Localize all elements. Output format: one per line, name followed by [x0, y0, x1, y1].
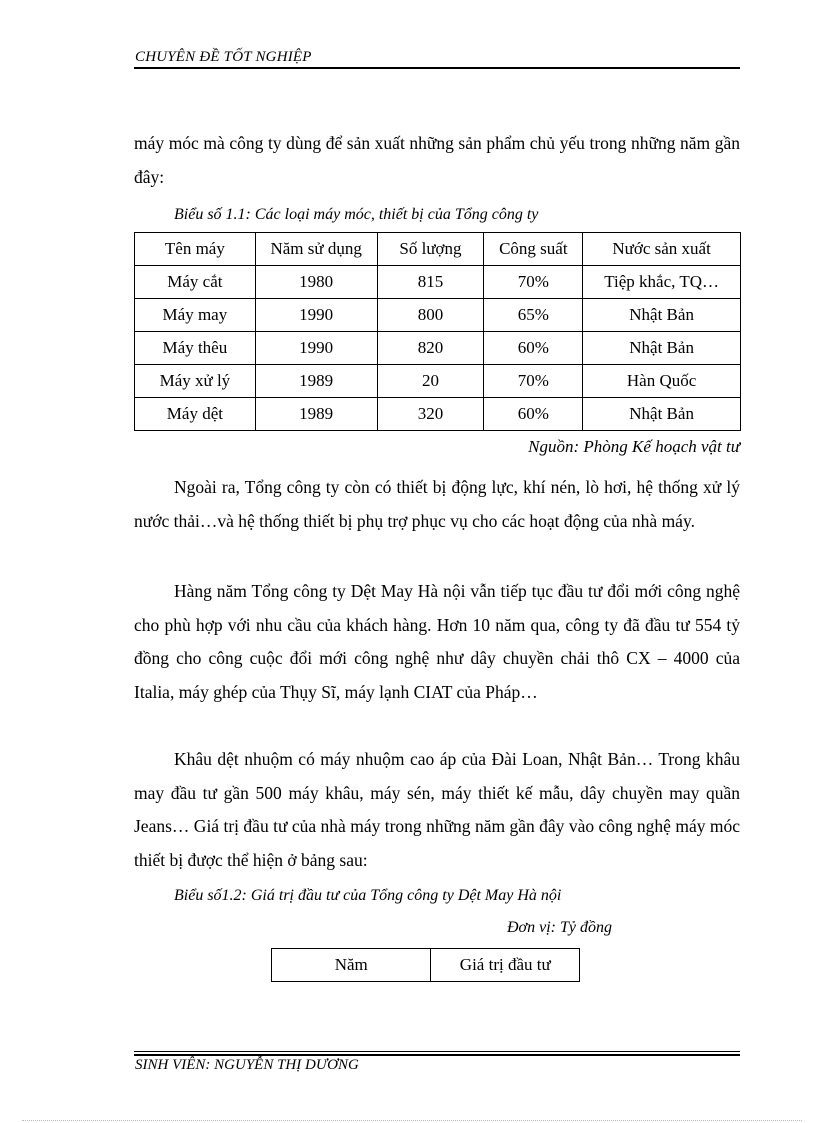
column-header: Năm sử dụng: [255, 233, 377, 266]
running-footer: SINH VIÊN: NGUYỄN THỊ DƯƠNG: [135, 1057, 359, 1073]
table-cell: Nhật Bản: [583, 299, 741, 332]
table-cell: 800: [377, 299, 484, 332]
running-header: CHUYÊN ĐỀ TỐT NGHIỆP: [135, 49, 312, 65]
table-cell: 70%: [484, 365, 583, 398]
column-header: Công suất: [484, 233, 583, 266]
column-header: Số lượng: [377, 233, 484, 266]
table-row: [135, 332, 741, 365]
table2-unit: Đơn vị: Tỷ đồng: [507, 919, 612, 936]
table-cell: 1990: [255, 332, 377, 365]
table-row: [135, 365, 741, 398]
table-cell: 65%: [484, 299, 583, 332]
paragraph-investment: Hàng năm Tổng công ty Dệt May Hà nội vẫn tiếp tục đầu tư đổi mới công nghệ cho phù hợp với nhu cầu của khách hàng. Hơn 10 năm qua, công ty đã đầu tư 554 tỷ đồng cho công cuộc đổi mới công nghệ như dây chuyền chải thô CX – 4000 của Italia, máy ghép của Thụy Sĩ, máy lạnh CIAT của Pháp…: [134, 581, 740, 702]
table-cell: Hàn Quốc: [583, 365, 741, 398]
footer-rule: [134, 1054, 740, 1056]
table-cell: 320: [377, 398, 484, 431]
table-cell: Nhật Bản: [583, 332, 741, 365]
table1-source: Nguồn: Phòng Kế hoạch vật tư: [528, 437, 740, 456]
table-cell: 60%: [484, 332, 583, 365]
table-cell: 1989: [255, 365, 377, 398]
table-row: [135, 299, 741, 332]
table-cell: Máy dệt: [135, 398, 256, 431]
investment-table: [271, 948, 580, 982]
table-header-row: [135, 233, 741, 266]
table-cell: 820: [377, 332, 484, 365]
table-row: [135, 266, 741, 299]
table-cell: Tiệp khắc, TQ…: [583, 266, 741, 299]
table2-caption: Biểu số1.2: Giá trị đầu tư của Tổng công ty Dệt May Hà nội: [174, 887, 562, 904]
machinery-table: [134, 232, 741, 431]
paragraph-dyeing: Khâu dệt nhuộm có máy nhuộm cao áp của Đài Loan, Nhật Bản… Trong khâu may đầu tư gần 500 máy khâu, máy sén, máy thiết kế mẫu, dây chuyền may quần Jeans… Giá trị đầu tư của nhà máy trong những năm gần đây vào công nghệ máy móc thiết bị được thể hiện ở bảng sau:: [134, 749, 740, 870]
table-cell: 1989: [255, 398, 377, 431]
table-header-row: [272, 949, 580, 982]
table-cell: Máy may: [135, 299, 256, 332]
table1-caption: Biểu số 1.1: Các loại máy móc, thiết bị của Tổng công ty: [174, 206, 539, 223]
table-cell: Máy xử lý: [135, 365, 256, 398]
paragraph-equipment: Ngoài ra, Tổng công ty còn có thiết bị động lực, khí nén, lò hơi, hệ thống xử lý nước thải…và hệ thống thiết bị phụ trợ phục vụ cho các hoạt động của nhà máy.: [134, 477, 740, 531]
table-cell: 20: [377, 365, 484, 398]
column-header: Nước sản xuất: [583, 233, 741, 266]
table-cell: 1990: [255, 299, 377, 332]
column-header: Tên máy: [135, 233, 256, 266]
table-cell: 60%: [484, 398, 583, 431]
column-header: Năm: [272, 949, 431, 982]
table-cell: Máy cắt: [135, 266, 256, 299]
table-cell: Máy thêu: [135, 332, 256, 365]
column-header: Giá trị đầu tư: [431, 949, 580, 982]
table-cell: 815: [377, 266, 484, 299]
table-cell: 70%: [484, 266, 583, 299]
table-cell: Nhật Bản: [583, 398, 741, 431]
footer-rule: [134, 1051, 740, 1052]
table-cell: 1980: [255, 266, 377, 299]
page-edge: [22, 1120, 802, 1121]
table-row: [135, 398, 741, 431]
intro-paragraph: máy móc mà công ty dùng để sản xuất những sản phẩm chủ yếu trong những năm gần đây:: [134, 133, 740, 187]
header-rule: [134, 67, 740, 69]
